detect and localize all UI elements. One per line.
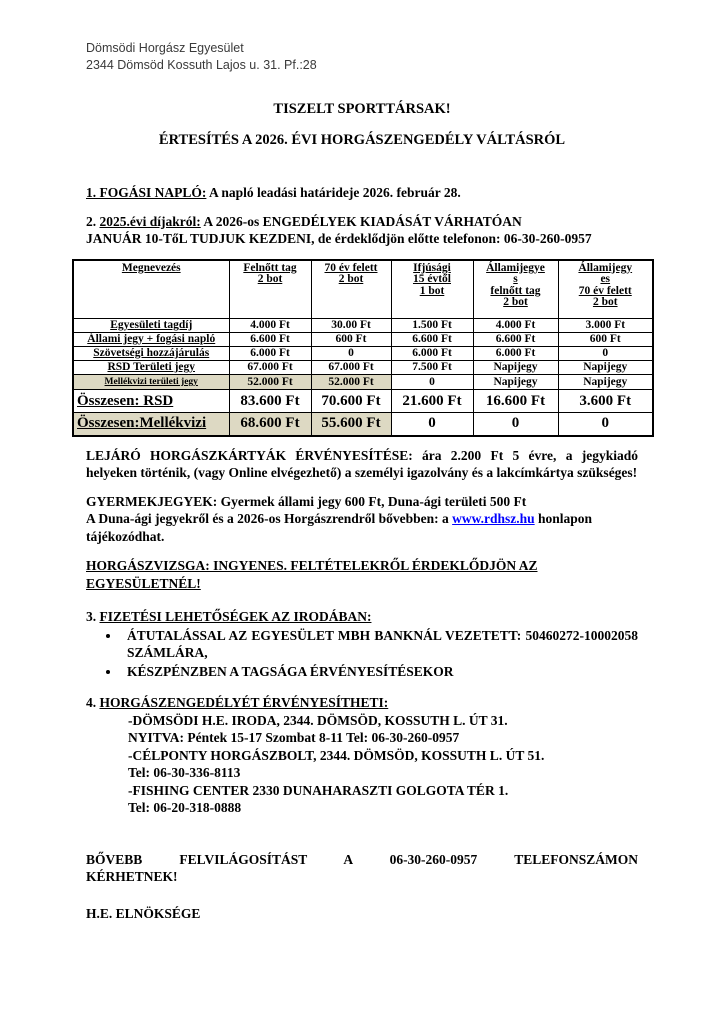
row-label: Egyesületi tagdíj <box>73 319 229 333</box>
fee-cell: 16.600 Ft <box>473 390 558 413</box>
fee-cell: 0 <box>391 413 473 436</box>
fee-cell: 30.00 Ft <box>311 319 391 333</box>
row-label: Összesen: RSD <box>73 390 229 413</box>
table-row-rsd-teruleti <box>73 361 653 375</box>
section-4-heading: HORGÁSZENGEDÉLYÉT ÉRVÉNYESÍTHETI: <box>99 695 389 710</box>
row-label: Összesen:Mellékvizi <box>73 413 229 436</box>
list-item: • KÉSZPÉNZBEN A TAGSÁGA ÉRVÉNYESÍTÉSEKOR <box>121 663 638 681</box>
section-1-heading: 1. FOGÁSI NAPLÓ: <box>86 185 207 200</box>
expiring-cards-paragraph: LEJÁRÓ HORGÁSZKÁRTYÁK ÉRVÉNYESÍTÉSE: ára 2.200 Ft 5 évre, a jegykiadó helyeken történik, (vagy Online elvégezhető) a személyi igazolvány és a lakcímkártya szükséges! <box>86 447 638 480</box>
salutation-title: TISZELT SPORTTÁRSAK! <box>273 101 451 117</box>
section-2-text: A 2026-os ENGEDÉLYEK KIADÁSÁT VÁRHATÓAN <box>200 213 522 229</box>
row-label: Szövetségi hozzájárulás <box>73 347 229 361</box>
fee-cell: 6.000 Ft <box>391 347 473 361</box>
fee-cell: 6.600 Ft <box>229 333 311 347</box>
fee-cell: 6.000 Ft <box>229 347 311 361</box>
fee-cell: 52.000 Ft <box>229 375 311 390</box>
validation-place-line: -DÖMSÖDI H.E. IRODA, 2344. DÖMSÖD, KOSSUTH L. ÚT 31. <box>128 712 508 728</box>
fee-table <box>72 259 654 437</box>
table-row-szovetsegi <box>73 347 653 361</box>
section-2-fees <box>86 213 638 231</box>
section-2-number: 2. <box>86 213 100 229</box>
fee-cell: 52.000 Ft <box>311 375 391 390</box>
fee-table-header-row <box>73 260 653 319</box>
signature-line: H.E. ELNÖKSÉGE <box>86 905 201 921</box>
payment-options-list <box>72 627 638 681</box>
fee-cell: 3.000 Ft <box>558 319 653 333</box>
col-header-70-ev-felett: 70 év felett 2 bot <box>311 260 391 319</box>
section-2-heading: 2025.évi díjakról: <box>99 213 201 229</box>
exam-notice-line2: EGYESÜLETNÉL! <box>86 575 201 591</box>
fee-cell: Napijegy <box>473 361 558 375</box>
section-4-number: 4. <box>86 695 100 710</box>
table-row-egyesuleti-tagdij <box>73 319 653 333</box>
fee-cell: 0 <box>558 347 653 361</box>
table-row-mellekvizi <box>73 375 653 390</box>
children-tickets-line: GYERMEKJEGYEK: Gyermek állami jegy 600 Ft, Duna-ági területi 500 Ft <box>86 493 527 509</box>
duna-info-line <box>86 510 638 528</box>
section-3-heading: FIZETÉSI LEHETŐSÉGEK AZ IRODÁBAN: <box>99 609 372 624</box>
fee-cell: 0 <box>311 347 391 361</box>
fee-cell: 6.600 Ft <box>391 333 473 347</box>
fee-cell: 4.000 Ft <box>229 319 311 333</box>
fee-cell: 600 Ft <box>558 333 653 347</box>
fee-cell: 4.000 Ft <box>473 319 558 333</box>
fee-cell: Napijegy <box>473 375 558 390</box>
sender-address: 2344 Dömsöd Kossuth Lajos u. 31. Pf.:28 <box>86 58 317 72</box>
validation-place-line: -FISHING CENTER 2330 DUNAHARASZTI GOLGOTA TÉR 1. <box>128 782 509 798</box>
table-row-osszesen-mellekvizi <box>73 413 653 436</box>
section-2-line2: JANUÁR 10-TőL TUDJUK KEZDENI, de érdeklődjön előtte telefonon: 06-30-260-0957 <box>86 231 592 246</box>
fee-cell: 1.500 Ft <box>391 319 473 333</box>
list-item: • ÁTUTALÁSSAL AZ EGYESÜLET MBH BANKNÁL VEZETETT: 50460272-10002058 SZÁMLÁRA, <box>121 627 638 662</box>
col-header-allamijegyes-70: Államijegy es 70 év felett 2 bot <box>558 260 653 319</box>
fee-cell: 0 <box>391 375 473 390</box>
section-3-payment <box>86 608 638 626</box>
closing-info-line2: KÉRHETNEK! <box>86 869 178 884</box>
duna-info-after: honlapon <box>534 511 593 526</box>
row-label: Állami jegy + fogási napló <box>73 333 229 347</box>
col-header-felnott-tag: Felnőtt tag 2 bot <box>229 260 311 319</box>
row-label: Mellékvizi területi jegy <box>73 375 229 390</box>
section-3-number: 3. <box>86 609 100 624</box>
row-label: RSD Területi jegy <box>73 361 229 375</box>
fee-cell: 67.000 Ft <box>311 361 391 375</box>
sender-name: Dömsödi Horgász Egyesület <box>86 41 244 55</box>
fee-cell: 0 <box>558 413 653 436</box>
fee-cell: 3.600 Ft <box>558 390 653 413</box>
subject-title: ÉRTESÍTÉS A 2026. ÉVI HORGÁSZENGEDÉLY VÁLTÁSRÓL <box>158 132 566 148</box>
col-header-ifjusagi: Ifjúsági 15 évtől 1 bot <box>391 260 473 319</box>
validation-place-line: NYITVA: Péntek 15-17 Szombat 8-11 Tel: 06-30-260-0957 <box>128 730 460 745</box>
fee-cell: 21.600 Ft <box>391 390 473 413</box>
validation-place-line: Tel: 06-30-336-8113 <box>128 765 241 780</box>
fee-cell: 68.600 Ft <box>229 413 311 436</box>
fee-cell: Napijegy <box>558 361 653 375</box>
exam-notice-line1: HORGÁSZVIZSGA: INGYENES. FELTÉTELEKRŐL ÉRDEKLŐDJÖN AZ <box>86 558 538 573</box>
fee-cell: 7.500 Ft <box>391 361 473 375</box>
table-row-allami-jegy <box>73 333 653 347</box>
duna-info-before: A Duna-ági jegyekről és a 2026-os Horgászrendről bővebben: a <box>86 511 453 526</box>
col-header-megnevezes: Megnevezés <box>73 260 229 319</box>
fee-cell: 600 Ft <box>311 333 391 347</box>
fee-cell: 55.600 Ft <box>311 413 391 436</box>
fee-cell: 6.000 Ft <box>473 347 558 361</box>
duna-info-line2: tájékozódhat. <box>86 528 165 544</box>
fee-cell: 0 <box>473 413 558 436</box>
section-1-text: A napló leadási határideje 2026. február 28. <box>206 185 461 200</box>
fee-cell: Napijegy <box>558 375 653 390</box>
fee-cell: 83.600 Ft <box>229 390 311 413</box>
sender-block <box>72 40 652 74</box>
closing-info <box>72 851 652 886</box>
validation-place-line: Tel: 06-20-318-0888 <box>128 800 242 815</box>
rdhsz-link[interactable]: www.rdhsz.hu <box>452 511 535 526</box>
fee-cell: 67.000 Ft <box>229 361 311 375</box>
validation-place-line: -CÉLPONTY HORGÁSZBOLT, 2344. DÖMSÖD, KOSSUTH L. ÚT 51. <box>128 747 545 763</box>
fee-cell: 70.600 Ft <box>311 390 391 413</box>
section-4-validation <box>86 694 638 712</box>
table-row-osszesen-rsd <box>73 390 653 413</box>
section-1-catch-log <box>86 184 638 202</box>
col-header-allamijegyes-felnott: Államijegye s felnőtt tag 2 bot <box>473 260 558 319</box>
fee-cell: 6.600 Ft <box>473 333 558 347</box>
closing-info-line1: BŐVEBB FELVILÁGOSÍTÁST A 06-30-260-0957 TELEFONSZÁMON <box>86 851 638 867</box>
